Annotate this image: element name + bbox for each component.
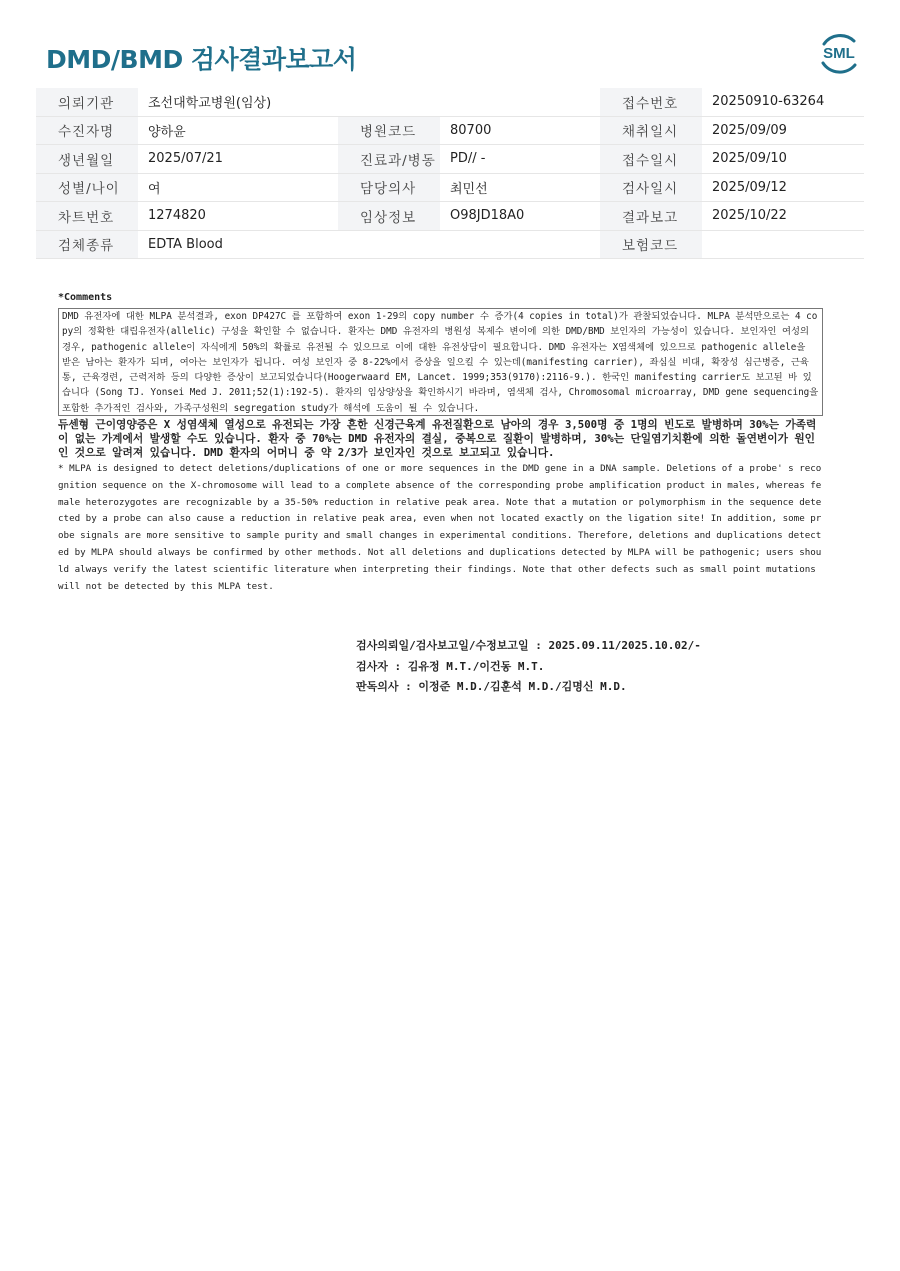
info-value: 여 xyxy=(138,173,338,202)
info-label: 접수일시 xyxy=(600,145,702,174)
info-value: 2025/09/12 xyxy=(702,173,864,202)
info-label: 생년월일 xyxy=(36,145,138,174)
info-value: O98JD18A0 xyxy=(440,202,600,231)
info-value xyxy=(702,230,864,259)
info-label: 차트번호 xyxy=(36,202,138,231)
comments-section xyxy=(58,292,823,595)
info-row xyxy=(36,145,864,174)
signature-block xyxy=(356,636,701,698)
info-value: 2025/07/21 xyxy=(138,145,338,174)
info-row xyxy=(36,230,864,259)
report-dates: 검사의뢰일/검사보고일/수정보고일 : 2025.09.11/2025.10.02/- xyxy=(356,639,701,652)
info-label: 결과보고 xyxy=(600,202,702,231)
info-label: 진료과/병동 xyxy=(338,145,440,174)
info-row xyxy=(36,88,864,116)
sml-logo xyxy=(816,30,862,76)
info-value: 1274820 xyxy=(138,202,338,231)
info-label: 채취일시 xyxy=(600,116,702,145)
info-value: 20250910-63264 xyxy=(702,88,864,116)
info-value: 2025/10/22 xyxy=(702,202,864,231)
comments-heading: *Comments xyxy=(58,292,113,303)
mlpa-note: * MLPA is designed to detect deletions/duplications of one or more sequences in the DMD gene in a DNA sample. Deletions of a probe' s recognition sequence on the X-chromosome will lead to a complete absence of the corresponding probe amplification product in males, whereas female heterozygotes are recognizable by a 35-50% reduction in relative peak area. Note that a mutation or polymorphism in the sequence detected by a probe can also cause a reduction in relative peak area, even when not located exactly on the ligation site! In addition, some probe signals are more sensitive to sample purity and small changes in experimental conditions. Therefore, deletions and duplications detected by MLPA should always be confirmed by other methods. Not all deletions and duplications detected by MLPA will be pathogenic; users should always verify the latest scientific literature when interpreting their findings. Note that other defects such as small point mutations will not be detected by this MLPA test. xyxy=(58,463,822,592)
info-value: 2025/09/09 xyxy=(702,116,864,145)
testers: 검사자 : 김유정 M.T./이건동 M.T. xyxy=(356,659,545,673)
info-row xyxy=(36,202,864,231)
patient-info-table xyxy=(36,88,864,259)
logo-text: SML xyxy=(823,45,855,62)
info-label: 보험코드 xyxy=(600,230,702,259)
info-label: 의뢰기관 xyxy=(36,88,138,116)
info-label: 담당의사 xyxy=(338,173,440,202)
info-value: 조선대학교병원(임상) xyxy=(138,88,600,116)
info-label: 접수번호 xyxy=(600,88,702,116)
info-value: 최민선 xyxy=(440,173,600,202)
info-value: PD// - xyxy=(440,145,600,174)
info-row xyxy=(36,173,864,202)
disease-description: 듀센형 근이영양증은 X 성염색체 열성으로 유전되는 가장 흔한 신경근육계 유전질환으로 남아의 경우 3,500명 중 1명의 빈도로 발병하며 30%는 가족력이 없는 가계에서 발생할 수도 있습니다. 환자 중 70%는 DMD 유전자의 결실, 중복으로 질환이 발병하며, 30%는 단일염기치환에 의한 돌연변이가 원인인 것으로 알려져 있습니다. DMD 환자의 어머니 중 약 2/3가 보인자인 것으로 보고되고 있습니다. xyxy=(58,418,817,459)
info-value: 양하윤 xyxy=(138,116,338,145)
info-label: 검체종류 xyxy=(36,230,138,259)
report-title: DMD/BMD 검사결과보고서 xyxy=(46,45,357,74)
info-label: 검사일시 xyxy=(600,173,702,202)
info-label: 임상정보 xyxy=(338,202,440,231)
interpretation-box: DMD 유전자에 대한 MLPA 분석결과, exon DP427C 를 포함하여 exon 1-29의 copy number 수 증가(4 copies in total)가 관찰되었습니다. MLPA 분석만으로는 4 copy의 정확한 대립유전자(allelic) 구성을 확인할 수 없습니다. 환자는 DMD 유전자의 병원성 복제수 변이에 의한 DMD/BMD 보인자의 가능성이 있습니다. 보인자인 여성의 경우, pathogenic allele이 자식에게 50%의 확률로 유전될 수 있으므로 이에 대한 유전상담이 필요합니다. DMD 유전자는 X염색체에 있으므로 pathogenic allele을 받은 남아는 환자가 되며, 여아는 보인자가 됩니다. 여성 보인자 중 8-22%에서 증상을 일으킬 수 있는데(manifesting carrier), 좌심실 비대, 확장성 심근병증, 근육통, 근육경련, 근력저하 등의 다양한 증상이 보고되었습니다(Hoogerwaard EM, Lancet. 1999;353(9170):2116-9.). 한국인 manifesting carrier도 보고된 바 있습니다 (Song TJ. Yonsei Med J. 2011;52(1):192-5). 환자의 임상양상을 확인하시기 바라며, 염색체 검사, Chromosomal microarray, DMD gene sequencing을 포함한 추가적인 검사와, 가족구성원의 segregation study가 해석에 도움이 될 수 있습니다. xyxy=(58,308,823,416)
info-value: EDTA Blood xyxy=(138,230,600,259)
reading-doctors: 판독의사 : 이정준 M.D./김훈석 M.D./김명신 M.D. xyxy=(356,680,627,693)
info-value: 80700 xyxy=(440,116,600,145)
info-row xyxy=(36,116,864,145)
info-label: 병원코드 xyxy=(338,116,440,145)
info-label: 수진자명 xyxy=(36,116,138,145)
info-label: 성별/나이 xyxy=(36,173,138,202)
info-value: 2025/09/10 xyxy=(702,145,864,174)
